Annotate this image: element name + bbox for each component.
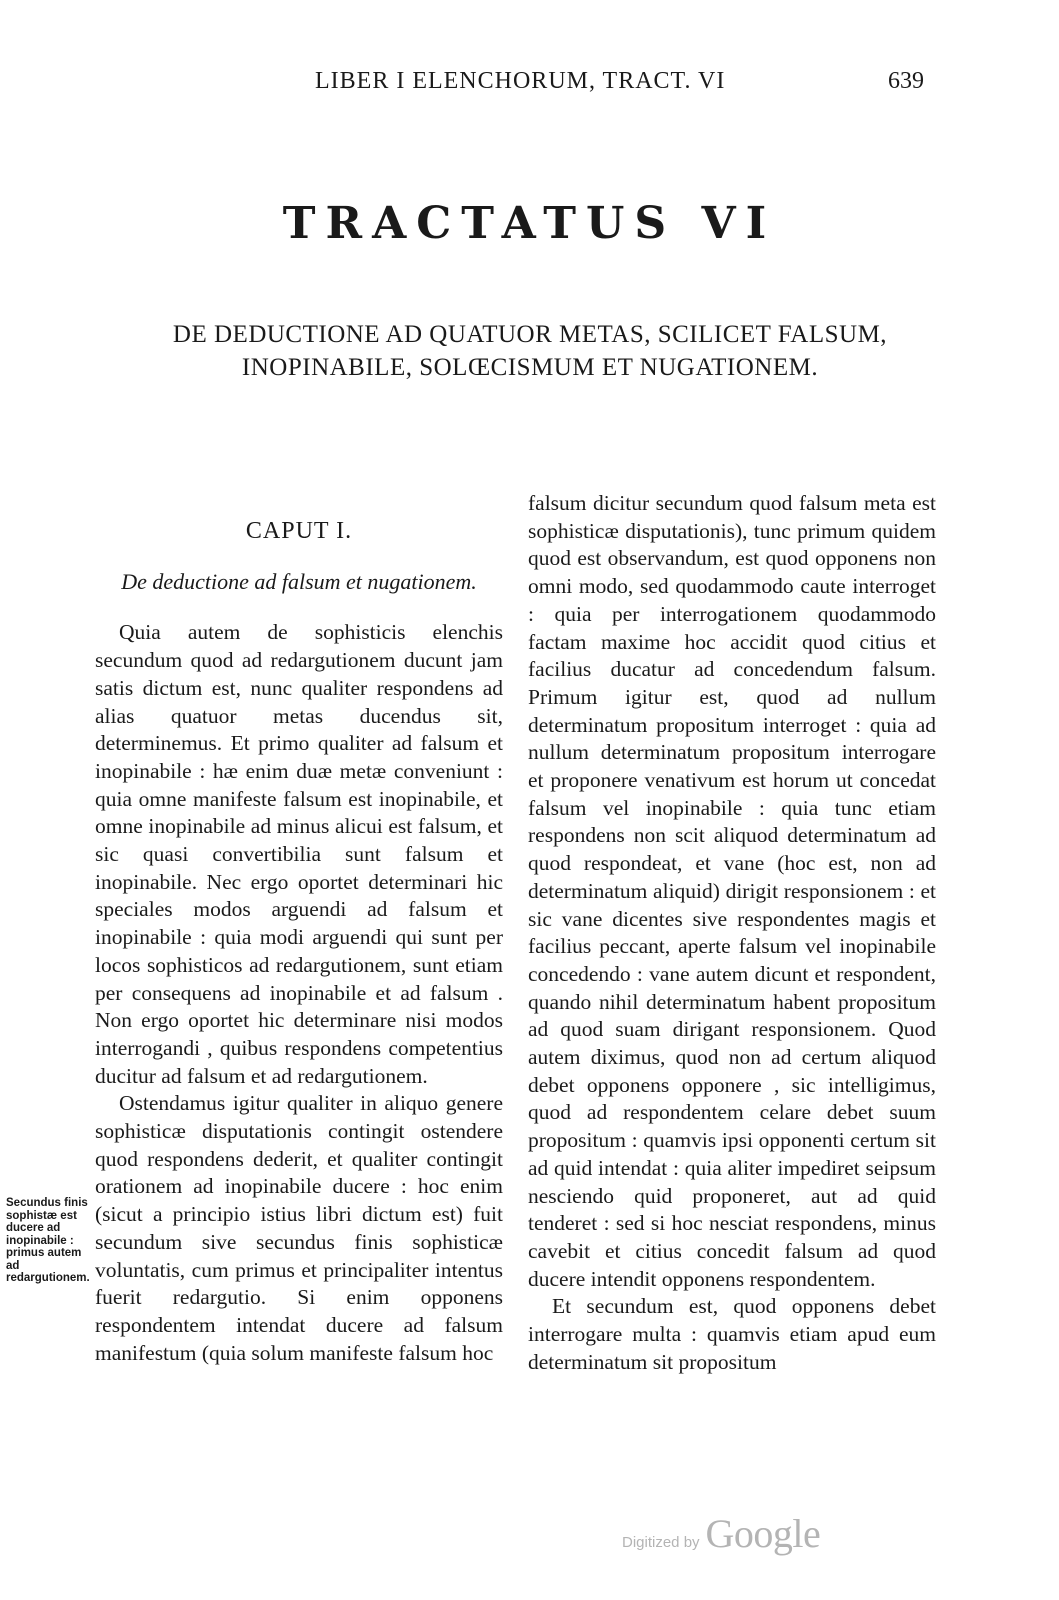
digitized-by-watermark: [622, 1510, 821, 1556]
body-paragraph: Et secundum est, quod opponens debet interrogare multa : quamvis etiam apud eum determinatum sit propositum: [528, 1294, 936, 1374]
google-logo: Google: [705, 1511, 821, 1556]
running-head: [0, 68, 1059, 98]
chapter-heading: CAPUT I.: [245, 518, 353, 544]
tract-heading: TRACTATUS VI: [282, 198, 777, 249]
right-column: [528, 490, 936, 1377]
tract-subtitle: DE DEDUCTIONE AD QUATUOR METAS, SCILICET FALSUM, INOPINABILE, SOLŒCISMUM ET NUGATIONEM.: [172, 321, 888, 381]
running-title: LIBER I ELENCHORUM, TRACT. VI: [315, 68, 726, 94]
chapter-subtitle: De deductione ad falsum et nugationem.: [121, 568, 477, 594]
body-paragraph: Ostendamus igitur qualiter in aliquo genere sophisticæ disputationis contingit ostendere quod respondens dederit, et qualiter contingit orationem ad inopinabile ducere : hoc enim (sicut a principio istius libri dictum est) fuit secundum sive secundus finis sophisticæ voluntatis, cum primus et principaliter intentus fuerit redargutio. Si enim opponens respondentem intendat ducere ad falsum manifestum (quia solum manifeste falsum hoc: [95, 1091, 503, 1365]
watermark-prefix: Digitized by: [622, 1534, 700, 1551]
body-paragraph: falsum dicitur secundum quod falsum meta est sophisticæ disputationis), tunc primum quidem quod est observandum, est quod opponens non omni modo, sed quodammodo caute interroget : quia per interrogationem quodammodo factam maxime hoc accidit quod citius et facilius ducatur ad concedendum falsum. Primum igitur est, quod ad nullum determinatum propositum interroget : quia ad nullum determinatum propositum interrogare et proponere venativum est horum ut concedat falsum vel inopinabile : quia tunc etiam respondens non scit aliquod determinatum ad quod respondeat, et vane (hoc est, non ad determinatum aliquid) dirigit responsionem : et sic vane dicentes sive respondentes magis et facilius peccant, aperte falsum vel inopinabile concedendo : vane autem dicunt et respondent, quando nihil determinatum habent propositum ad quod suam dirigant responsionem. Quod autem diximus, quod non ad certum aliquod debet opponens opponere , sic intelligimus, quod ad respondentem celare debet suum propositum : quamvis ipsi opponenti certum sit ad quid intendat : quia aliter impediret seipsum nesciendo quid proponeret, aut ad quid tenderet : sed si hoc nesciat respondens, minus cavebit et citius concedit falsum ad quod ducere intendit opponens respondentem.: [528, 491, 936, 1291]
margin-note: Secundus finis sophistæ est ducere ad inopinabile : primus autem ad redargutionem.: [6, 1197, 90, 1284]
left-column: [95, 518, 503, 1367]
body-paragraph: Quia autem de sophisticis elenchis secundum quod ad redargutionem ducunt jam satis dictum est, nunc qualiter respondens ad alias quatuor metas ducendus sit, determinemus. Et primo qualiter ad falsum et inopinabile : hæ enim duæ metæ conveniunt : quia omne manifeste falsum est inopinabile, et omne inopinabile ad minus alicui est falsum, et sic quasi convertibilia sunt falsum et inopinabile. Nec ergo oportet determinari hic speciales modos arguendi ad falsum et inopinabile : quia modi arguendi qui sunt per locos sophisticos ad redargutionem, sunt etiam per consequens ad inopinabile et ad falsum . Non ergo oportet hic determinare nisi modos interrogandi , quibus respondens competentius ducitur ad falsum et ad redargutionem.: [95, 620, 503, 1088]
page-number: 639: [888, 68, 924, 94]
